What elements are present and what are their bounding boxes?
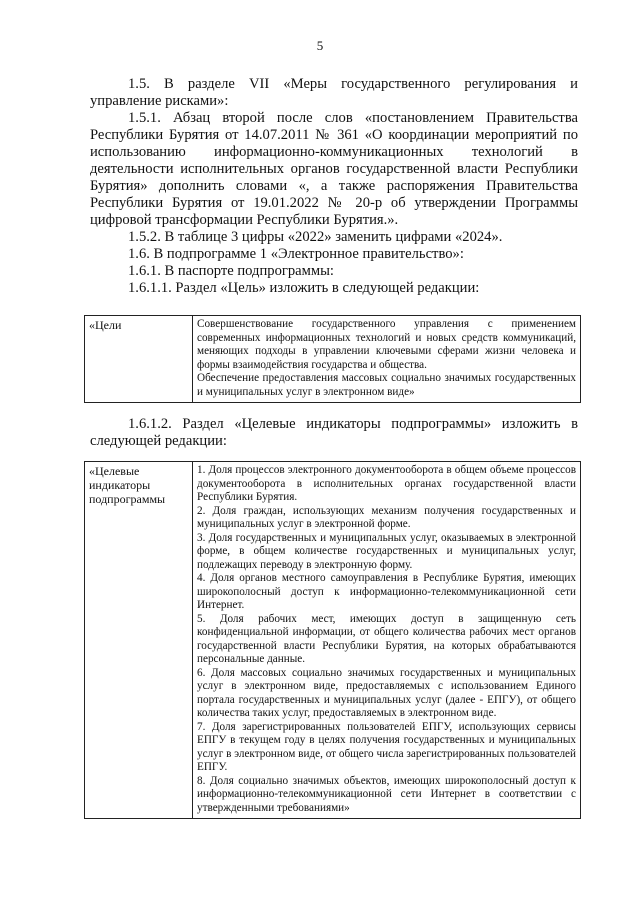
paragraph-1-6: 1.6. В подпрограмме 1 «Электронное правительство»: xyxy=(128,246,464,262)
goals-value xyxy=(193,316,581,403)
indicator-item: 1. Доля процессов электронного документооборота в общем объеме процессов документооборота в исполнительных органах государственной власти Республики Бурятия. xyxy=(197,464,576,503)
paragraph-1-5-2: 1.5.2. В таблице 3 цифры «2022» заменить цифрами «2024». xyxy=(128,229,503,245)
paragraph-1-5-1: 1.5.1. Абзац второй после слов «постановлением Правительства Республики Бурятия от 14.07.2011 № 361 «О координации мероприятий по использованию информационно-коммуникационных технологий в деятельности исполнительных органов государственной власти Республики Бурятия» дополнить словами «, а также распоряжения Правительства Республики Бурятия от 19.01.2022 № 20-р об утверждении Программы цифровой трансформации Республики Бурятия.». xyxy=(90,110,578,228)
indicators-table xyxy=(84,461,581,819)
goals-label: «Цели xyxy=(85,316,193,403)
indicator-item: 4. Доля органов местного самоуправления в Республике Бурятия, имеющих широкополосный доступ к информационно-телекоммуникационной сети Интернет. xyxy=(197,572,576,611)
paragraph-1-5: 1.5. В разделе VII «Меры государственного регулирования и управление рисками»: xyxy=(90,76,578,109)
indicators-label: «Целевые индикаторы подпрограммы xyxy=(85,462,193,819)
goals-table xyxy=(84,315,581,403)
goals-line: Обеспечение предоставления массовых социально значимых государственных и муниципальных услуг в электронном виде» xyxy=(197,372,576,398)
table-row xyxy=(85,316,581,403)
table-row xyxy=(85,462,581,819)
goals-line: Совершенствование государственного управления с применением современных информационных технологий и новых средств коммуникаций, меняющих подходы в управлении ключевыми сферами жизни человека и формы взаимодействия государства и общества. xyxy=(197,318,576,371)
indicator-item: 6. Доля массовых социально значимых государственных и муниципальных услуг в электронном виде, предоставляемых с использованием Единого портала государственных и муниципальных услуг (далее - ЕПГУ), от общего количества таких услуг, предоставляемых в электронном виде. xyxy=(197,666,576,719)
indicator-item: 7. Доля зарегистрированных пользователей ЕПГУ, использующих сервисы ЕПГУ в текущем году в целях получения государственных и муниципальных услуг в электронном виде, от общего числа зарегистрированных пользователей ЕПГУ. xyxy=(197,720,576,773)
indicator-item: 2. Доля граждан, использующих механизм получения государственных и муниципальных услуг в электронной форме. xyxy=(197,504,576,530)
paragraph-1-6-1-2: 1.6.1.2. Раздел «Целевые индикаторы подпрограммы» изложить в следующей редакции: xyxy=(90,416,578,449)
paragraph-1-6-1: 1.6.1. В паспорте подпрограммы: xyxy=(128,263,334,279)
page-number: 5 xyxy=(316,38,324,53)
indicator-item: 8. Доля социально значимых объектов, имеющих широкополосный доступ к информационно-телекоммуникационной сети Интернет в соответствии с утвержденными требованиями» xyxy=(197,774,576,814)
amendment-text xyxy=(90,76,578,297)
indicator-item: 3. Доля государственных и муниципальных услуг, оказываемых в электронной форме, в общем количестве государственных и муниципальных услуг, подлежащих переводу в электронную форму. xyxy=(197,531,576,571)
paragraph-1-6-1-1: 1.6.1.1. Раздел «Цель» изложить в следующей редакции: xyxy=(128,280,480,296)
indicators-value xyxy=(193,462,581,819)
amendment-text-2 xyxy=(90,416,578,450)
indicator-item: 5. Доля рабочих мест, имеющих доступ в защищенную сеть конфиденциальной информации, от общего количества рабочих мест органов государственной власти Республики Бурятия, на которых обрабатываются персональные данные. xyxy=(197,612,576,665)
